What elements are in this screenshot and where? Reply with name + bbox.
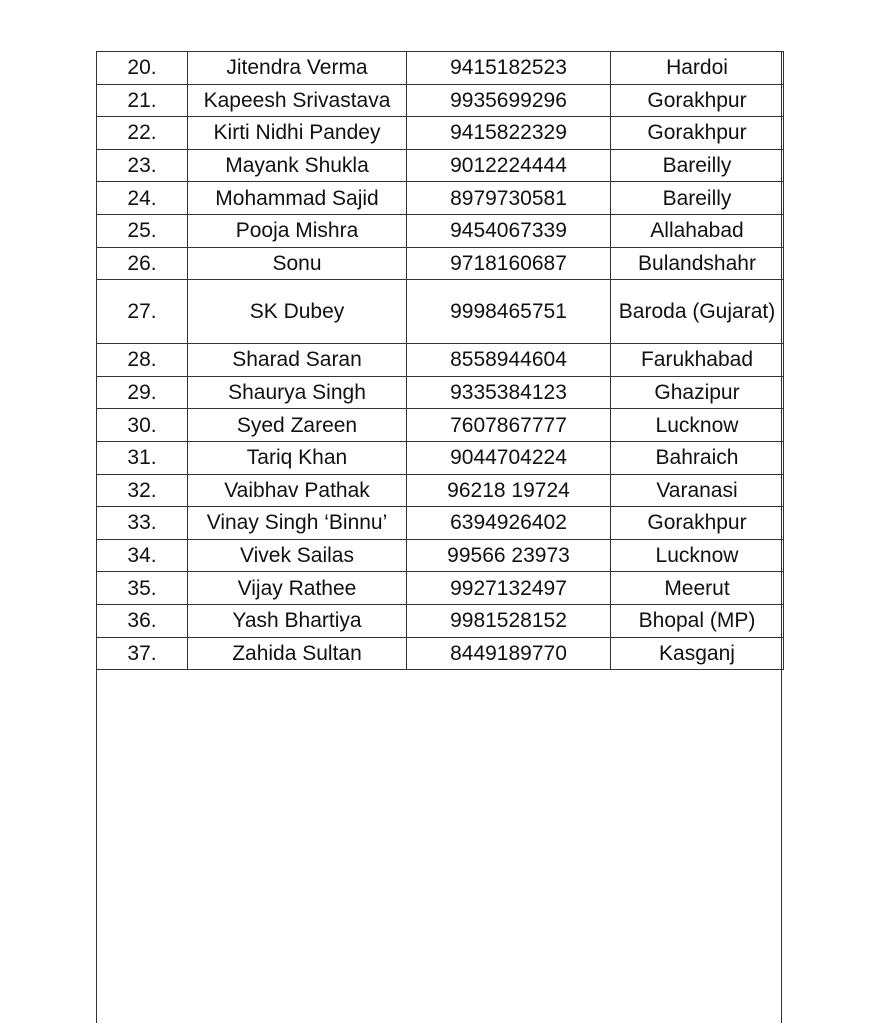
phone-number: 9935699296 <box>407 84 611 117</box>
city: Lucknow <box>611 409 784 442</box>
person-name: Syed Zareen <box>188 409 407 442</box>
row-number: 35. <box>97 572 188 605</box>
phone-number: 6394926402 <box>407 507 611 540</box>
table-row <box>97 247 784 280</box>
table-row <box>97 376 784 409</box>
city: Lucknow <box>611 539 784 572</box>
person-name: Sharad Saran <box>188 344 407 377</box>
city: Bulandshahr <box>611 247 784 280</box>
city: Farukhabad <box>611 344 784 377</box>
person-name: Vijay Rathee <box>188 572 407 605</box>
table-row <box>97 474 784 507</box>
person-name: Vaibhav Pathak <box>188 474 407 507</box>
row-number: 26. <box>97 247 188 280</box>
row-number: 33. <box>97 507 188 540</box>
person-name: Vivek Sailas <box>188 539 407 572</box>
phone-number: 9335384123 <box>407 376 611 409</box>
row-number: 30. <box>97 409 188 442</box>
phone-number: 9927132497 <box>407 572 611 605</box>
phone-number: 9415822329 <box>407 117 611 150</box>
row-number: 31. <box>97 441 188 474</box>
city: Ghazipur <box>611 376 784 409</box>
person-name: Mohammad Sajid <box>188 182 407 215</box>
table-row <box>97 149 784 182</box>
row-number: 24. <box>97 182 188 215</box>
phone-number: 9415182523 <box>407 52 611 85</box>
city: Varanasi <box>611 474 784 507</box>
row-number: 32. <box>97 474 188 507</box>
city: Kasganj <box>611 637 784 670</box>
table-row <box>97 637 784 670</box>
phone-number: 9998465751 <box>407 280 611 344</box>
person-name: Sonu <box>188 247 407 280</box>
table-row <box>97 572 784 605</box>
person-name: Pooja Mishra <box>188 214 407 247</box>
phone-number: 9718160687 <box>407 247 611 280</box>
table-row <box>97 344 784 377</box>
city: Bareilly <box>611 182 784 215</box>
table-row <box>97 507 784 540</box>
table-row <box>97 214 784 247</box>
city: Gorakhpur <box>611 507 784 540</box>
city: Bahraich <box>611 441 784 474</box>
table-row <box>97 84 784 117</box>
row-number: 28. <box>97 344 188 377</box>
phone-number: 8449189770 <box>407 637 611 670</box>
table-row <box>97 604 784 637</box>
phone-number: 96218 19724 <box>407 474 611 507</box>
person-name: Yash Bhartiya <box>188 604 407 637</box>
table-row <box>97 441 784 474</box>
row-number: 23. <box>97 149 188 182</box>
row-number: 34. <box>97 539 188 572</box>
phone-number: 9454067339 <box>407 214 611 247</box>
person-name: Kirti Nidhi Pandey <box>188 117 407 150</box>
row-number: 37. <box>97 637 188 670</box>
person-name: Zahida Sultan <box>188 637 407 670</box>
city: Bhopal (MP) <box>611 604 784 637</box>
phone-number: 8558944604 <box>407 344 611 377</box>
row-number: 21. <box>97 84 188 117</box>
table-row <box>97 539 784 572</box>
phone-number: 9044704224 <box>407 441 611 474</box>
table-row <box>97 409 784 442</box>
row-number: 25. <box>97 214 188 247</box>
table-row <box>97 182 784 215</box>
city: Gorakhpur <box>611 84 784 117</box>
table-row <box>97 117 784 150</box>
person-name: SK Dubey <box>188 280 407 344</box>
row-number: 27. <box>97 280 188 344</box>
city: Allahabad <box>611 214 784 247</box>
phone-number: 8979730581 <box>407 182 611 215</box>
city: Hardoi <box>611 52 784 85</box>
person-name: Mayank Shukla <box>188 149 407 182</box>
phone-number: 9012224444 <box>407 149 611 182</box>
city: Bareilly <box>611 149 784 182</box>
person-name: Jitendra Verma <box>188 52 407 85</box>
city: Gorakhpur <box>611 117 784 150</box>
table-row <box>97 280 784 344</box>
person-name: Shaurya Singh <box>188 376 407 409</box>
person-name: Tariq Khan <box>188 441 407 474</box>
contact-table <box>96 51 784 670</box>
row-number: 22. <box>97 117 188 150</box>
row-number: 20. <box>97 52 188 85</box>
phone-number: 99566 23973 <box>407 539 611 572</box>
table-row <box>97 52 784 85</box>
person-name: Vinay Singh ‘Binnu’ <box>188 507 407 540</box>
row-number: 36. <box>97 604 188 637</box>
row-number: 29. <box>97 376 188 409</box>
city: Meerut <box>611 572 784 605</box>
person-name: Kapeesh Srivastava <box>188 84 407 117</box>
city: Baroda (Gujarat) <box>611 280 784 344</box>
phone-number: 9981528152 <box>407 604 611 637</box>
phone-number: 7607867777 <box>407 409 611 442</box>
